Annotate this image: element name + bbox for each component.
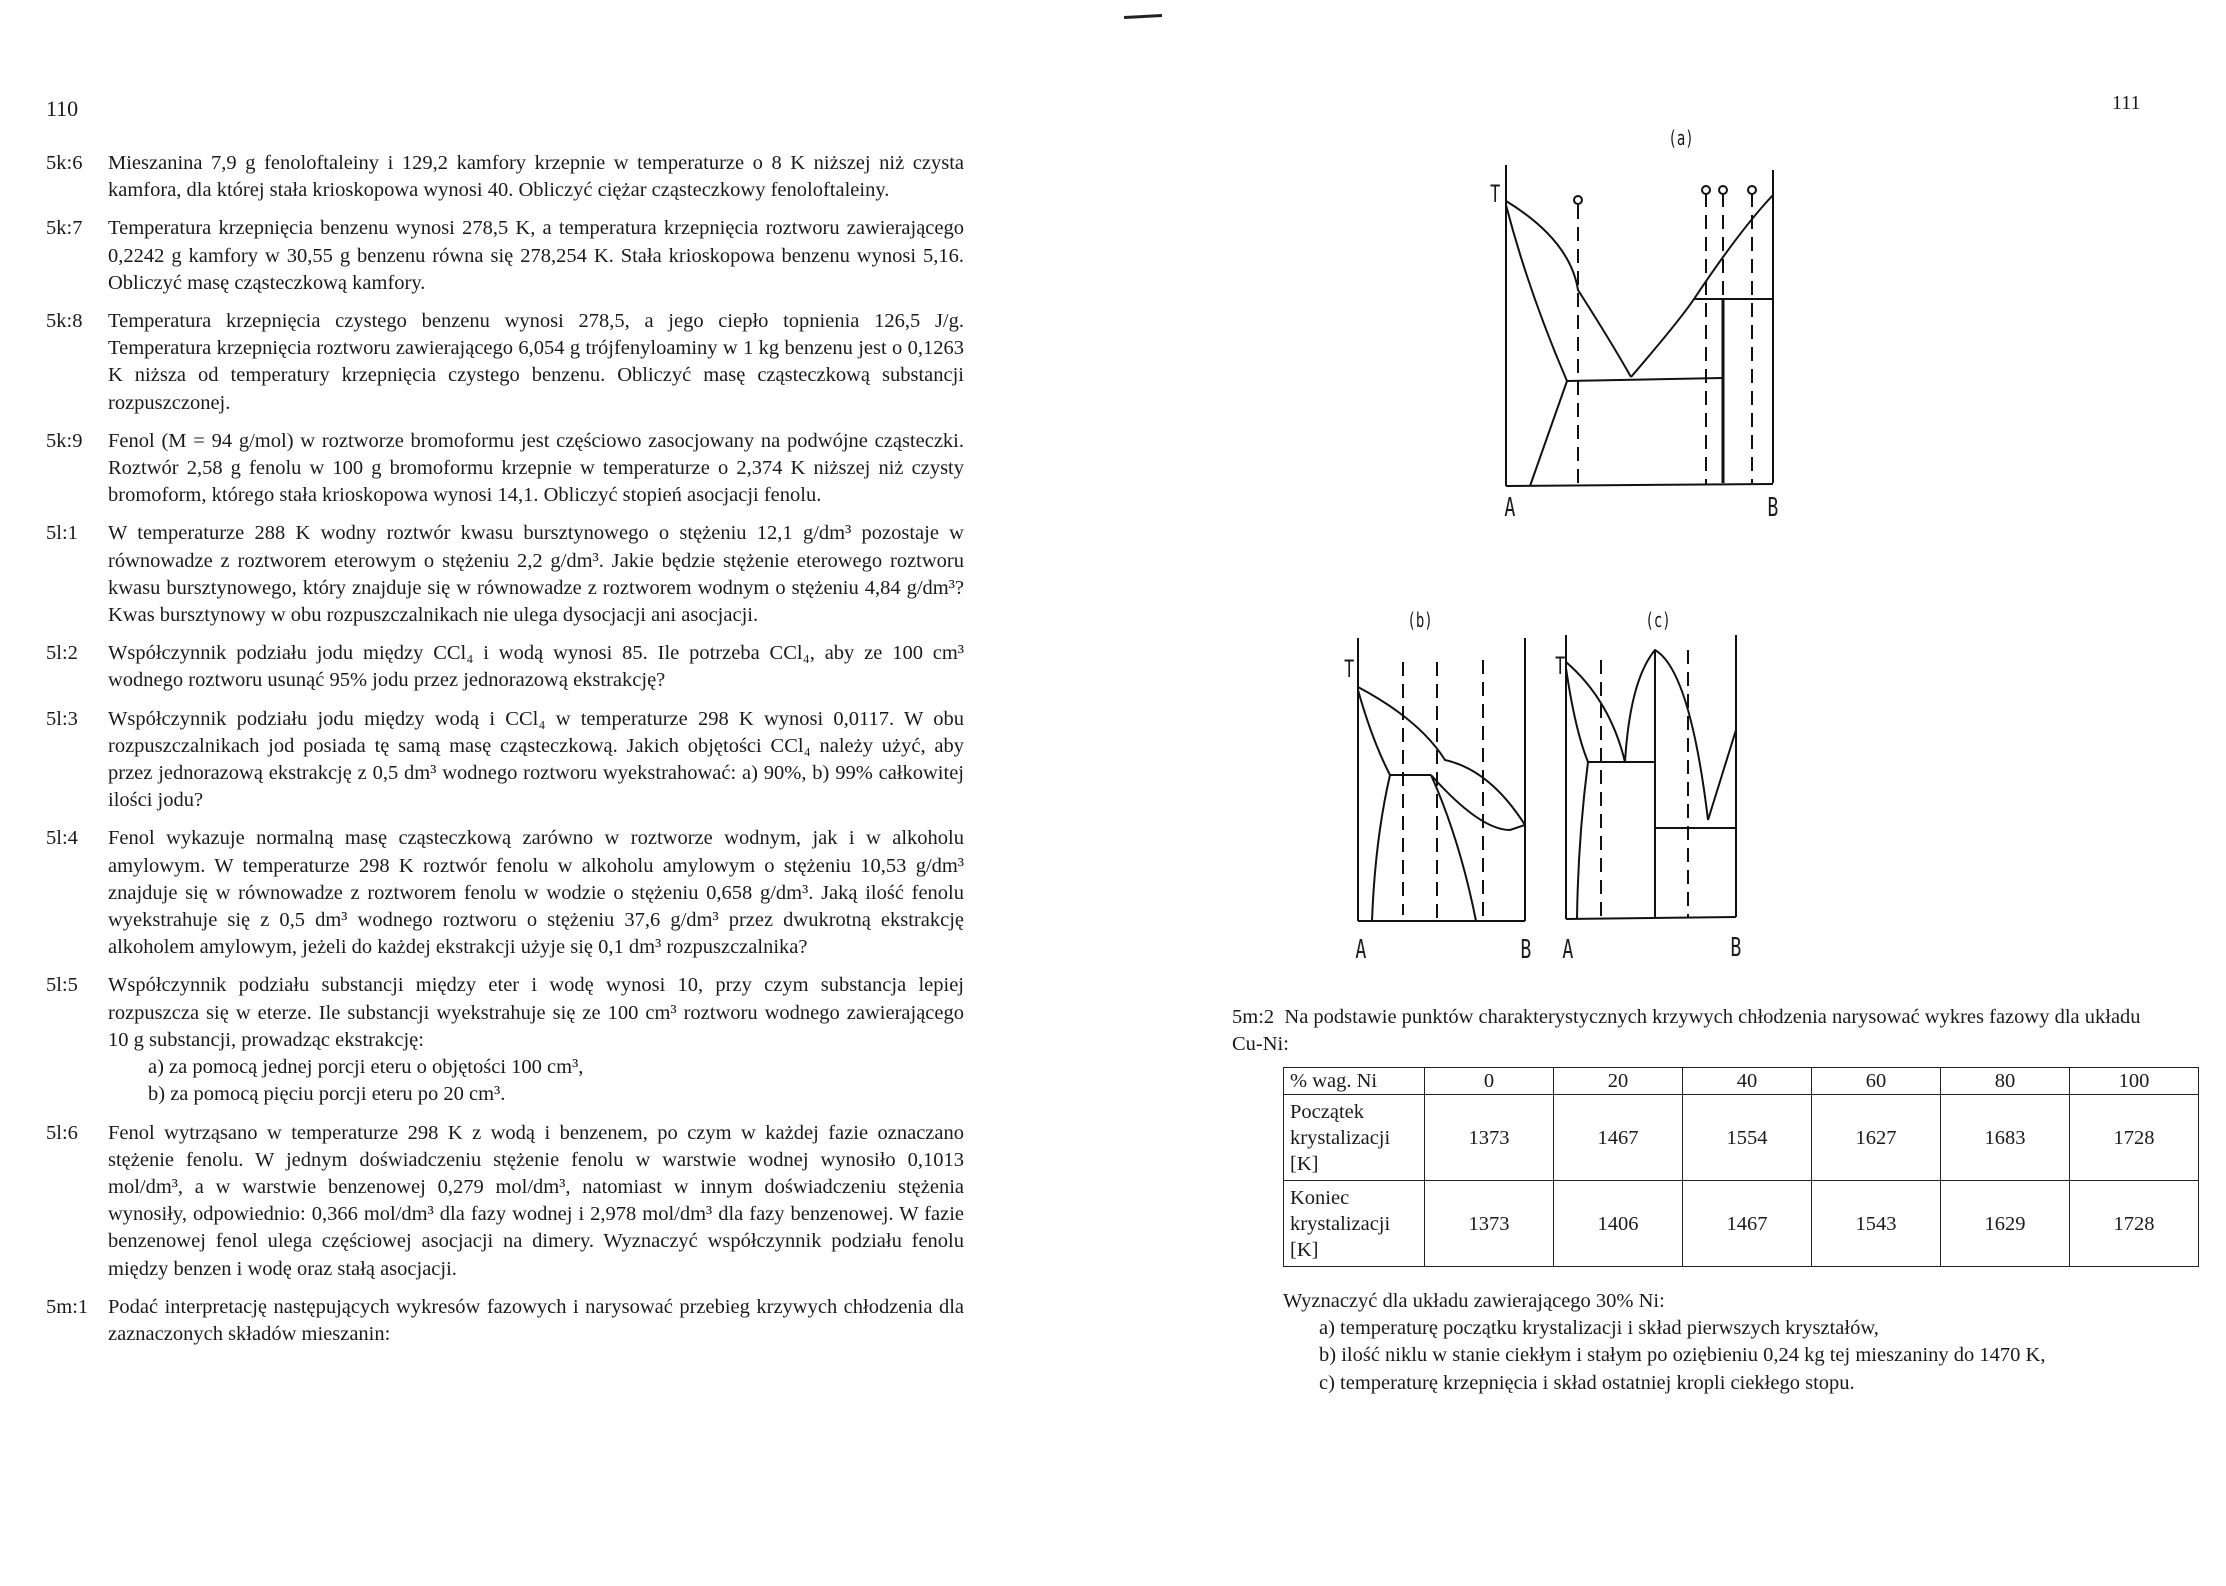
solvus-left [1530,381,1567,486]
liquidus-right [1708,730,1736,820]
problem-text: Fenol wytrząsano w temperaturze 298 K z wodą i benzenem, po czym w każdej fazie oznaczano stężenie fenolu. W jednym doświadczeniu stężenie fenolu w warstwie wodnej wynosiło 0,1013 mol/dm³, a w warstwie benzenowej 0,279 mol/dm³, natomiast w innym doświadczeniu stężenia wynosiły, odpowiednio: 0,366 mol/dm³ dla fazy wodnej i 2,978 mol/dm³ dla fazy benzenowej. W fazie benzenowej fenol ulega częściowej asocjacji na dimery. Wyznaczyć współczynnik podziału fenolu między benzen i wodę oraz stałą asocjacji. [108,1121,964,1280]
problem-code: 5k:8 [46,310,83,333]
start-point-marker [1574,196,1582,204]
table-header-label: % wag. Ni [1284,1068,1425,1095]
table-cell: 1683 [1941,1095,2070,1181]
table-header-row [1284,1068,2199,1095]
page-number-left: 110 [46,96,79,121]
diagram-c-y-label: T [1555,652,1566,680]
problem-5m2 [1232,1004,2152,1058]
solvus-left [1577,762,1588,919]
problem-code: 5m:1 [46,1295,89,1318]
phase-diagram-b [1358,638,1525,921]
table-cell: 1543 [1812,1181,1941,1267]
problem-text: Mieszanina 7,9 g fenoloftaleiny i 129,2 kamfory krzepnie w temperaturze o 8 K niższej niż czysta kamfora, dla której stała krioskopowa wynosi 40. Obliczyć ciężar cząsteczkowy fenoloftaleiny. [108,152,964,202]
task-item: c) temperaturę krzepnięcia i skład ostatniej kropli ciekłego stopu. [1319,1371,1855,1394]
table-column-header: 60 [1812,1068,1941,1095]
problem-code: 5l:3 [46,707,78,730]
diagram-a-x-left-label: A [1504,493,1516,523]
table-row [1284,1095,2199,1181]
solvus-left [1372,775,1390,921]
table-column-header: 80 [1941,1068,2070,1095]
problem-code: 5l:2 [46,642,78,665]
problem-text: Temperatura krzepnięcia benzenu wynosi 278,5 K, a temperatura krzepnięcia roztworu zawierającego 0,2242 g kamfory w 30,55 g benzenu równa się 278,254 K. Stała krioskopowa benzenu wynosi 5,16. Obliczyć masę cząsteczkową kamfory. [108,217,964,294]
problem-code: 5m:2 [1232,1006,1275,1028]
table-cell: 1373 [1425,1181,1554,1267]
problem-text: W temperaturze 288 K wodny roztwór kwasu bursztynowego o stężeniu 12,1 g/dm³ pozostaje w równowadze z roztworem eterowym o stężeniu 2,2 g/dm³. Jakie będzie stężenie eterowego roztworu kwasu bursztynowego, który znajduje się w równowadze z roztworem wodnym o stężeniu 4,84 g/dm³? Kwas bursztynowy w obu rozpuszczalnikach nie ulega dysocjacji ani asocjacji. [108,522,964,627]
problem-code: 5l:5 [46,974,78,997]
diagram-b-x-right-label: B [1520,935,1532,965]
problem-code: 5k:7 [46,217,83,240]
table-column-header: 100 [2070,1068,2199,1095]
problem-code: 5l:1 [46,522,78,545]
table-column-header: 20 [1554,1068,1683,1095]
diagram-b-y-label: T [1344,655,1355,683]
problem-code: 5l:6 [46,1121,78,1144]
diagram-a-caption: (a) [1668,126,1694,150]
solidus-left [1506,205,1567,381]
diagram-b-x-left-label: A [1355,935,1367,965]
start-point-marker [1702,186,1710,194]
cu-ni-data-table [1283,1067,2199,1267]
table-cell: 1627 [1812,1095,1941,1181]
task-intro: Wyznaczyć dla układu zawierającego 30% Ni: [1283,1290,1665,1312]
table-cell: 1728 [2070,1095,2199,1181]
compound-liquidus [1625,650,1708,820]
problem-subitem: a) za pomocą jednej porcji eteru o objętości 100 cm³, [148,1056,584,1079]
task-item: b) ilość niklu w stanie ciekłym i stałym po oziębieniu 0,24 kg tej mieszaniny do 1470 K, [1319,1344,2046,1367]
problem-text: Współczynnik podziału jodu między wodą i CCl₄ w temperaturze 298 K wynosi 0,0117. W obu rozpuszczalnikach jod posiada tę samą masę cząsteczkową. Jakich objętości CCl₄ należy użyć, aby przez jednorazową ekstrakcję z 0,5 dm³ wodnego roztworu wyekstrahować: a) 90%, b) 99% całkowitej ilości jodu? [108,707,964,812]
problem-text: Na podstawie punktów charakterystycznych krzywych chłodzenia narysować wykres fazowy dla układu Cu-Ni: [1232,1006,2141,1056]
problem-subitem: b) za pomocą pięciu porcji eteru po 20 cm³. [148,1083,506,1106]
phase-diagram-c [1566,635,1736,919]
diagram-b-caption: (b) [1407,608,1433,632]
table-column-header: 40 [1683,1068,1812,1095]
diagram-a-x-right-label: B [1767,493,1779,523]
table-row-label: Początek krystalizacji [K] [1284,1095,1425,1181]
start-point-marker [1748,186,1756,194]
table-cell: 1406 [1554,1181,1683,1267]
start-point-marker [1719,186,1727,194]
table-row-label: Koniec krystalizacji [K] [1284,1181,1425,1267]
table-row [1284,1181,2199,1267]
diagram-a-y-label: T [1490,180,1501,208]
problem-text: Podać interpretację następujących wykresów fazowych i narysować przebieg krzywych chłodzenia dla zaznaczonych składów mieszanin: [108,1295,964,1345]
problem-code: 5k:6 [46,152,83,174]
problem-text: Fenol (M = 94 g/mol) w roztworze bromoformu jest częściowo zasocjowany na podwójne cząsteczki. Roztwór 2,58 g fenolu w 100 g bromoformu krzepnie w temperaturze o 2,374 K niższej niż czysty bromoform, którego stała krioskopowa wynosi 14,1. Obliczyć stopień asocjacji fenolu. [108,429,964,507]
table-cell: 1467 [1554,1095,1683,1181]
table-column-header: 0 [1425,1068,1554,1095]
diagram-c-x-right-label: B [1730,933,1742,963]
table-cell: 1629 [1941,1181,2070,1267]
page-number-right: 111 [2112,92,2141,114]
liquidus-left [1506,201,1631,377]
problem-text: Temperatura krzepnięcia czystego benzenu wynosi 278,5, a jego ciepło topnienia 126,5 J/g. Temperatura krzepnięcia roztworu zawierającego 6,054 g trójfenyloaminy w 1 kg benzenu jest o 0,1263 K niższa od temperatury krzepnięcia czystego benzenu. Obliczyć masę cząsteczkową substancji rozpuszczonej. [108,310,964,414]
liquidus-left [1566,662,1625,762]
liquidus-lower [1431,775,1525,830]
table-cell: 1373 [1425,1095,1554,1181]
problem-text: Współczynnik podziału substancji między eter i wodę wynosi 10, przy czym substancja lepiej rozpuszcza się w eterze. Ile substancji wyekstrahuje się ze 100 cm³ roztworu wodnego zawierającego 10 g substancji, prowadząc ekstrakcję: [108,974,964,1051]
problem-text: Fenol wykazuje normalną masę cząsteczkową zarówno w roztworze wodnym, jak i w alkoholu amylowym. W temperaturze 298 K roztwór fenolu w alkoholu amylowym o stężeniu 10,53 g/dm³ znajduje się w równowadze z roztworem fenolu w wodzie o stężeniu 0,658 g/dm³. Jaką ilość fenolu wyekstrahuje się z 0,5 dm³ wodnego roztworu o stężeniu 37,6 g/dm³ przez dwukrotną ekstrakcję alkoholem amylowym, jeżeli do każdej ekstrakcji użyje się 0,1 dm³ rozpuszczalnika? [108,827,964,959]
table-cell: 1728 [2070,1181,2199,1267]
problem-code: 5l:4 [46,827,78,850]
problem-code: 5k:9 [46,429,83,452]
diagram-c-caption: (c) [1645,608,1671,632]
problem-5m2-tasks [1283,1288,2163,1397]
task-item: a) temperaturę początku krystalizacji i skład pierwszych kryształów, [1319,1317,1879,1340]
table-cell: 1554 [1683,1095,1812,1181]
eutectic-line [1567,378,1722,381]
table-cell: 1467 [1683,1181,1812,1267]
problem-text: Współczynnik podziału jodu między CCl₄ i wodą wynosi 85. Ile potrzeba CCl₄, aby ze 100 cm³ wodnego roztworu usunąć 95% jodu przez jednorazową ekstrakcję? [108,642,964,692]
diagram-c-x-left-label: A [1562,935,1574,965]
axis-bottom [1506,484,1773,486]
axis-bottom [1566,917,1736,919]
